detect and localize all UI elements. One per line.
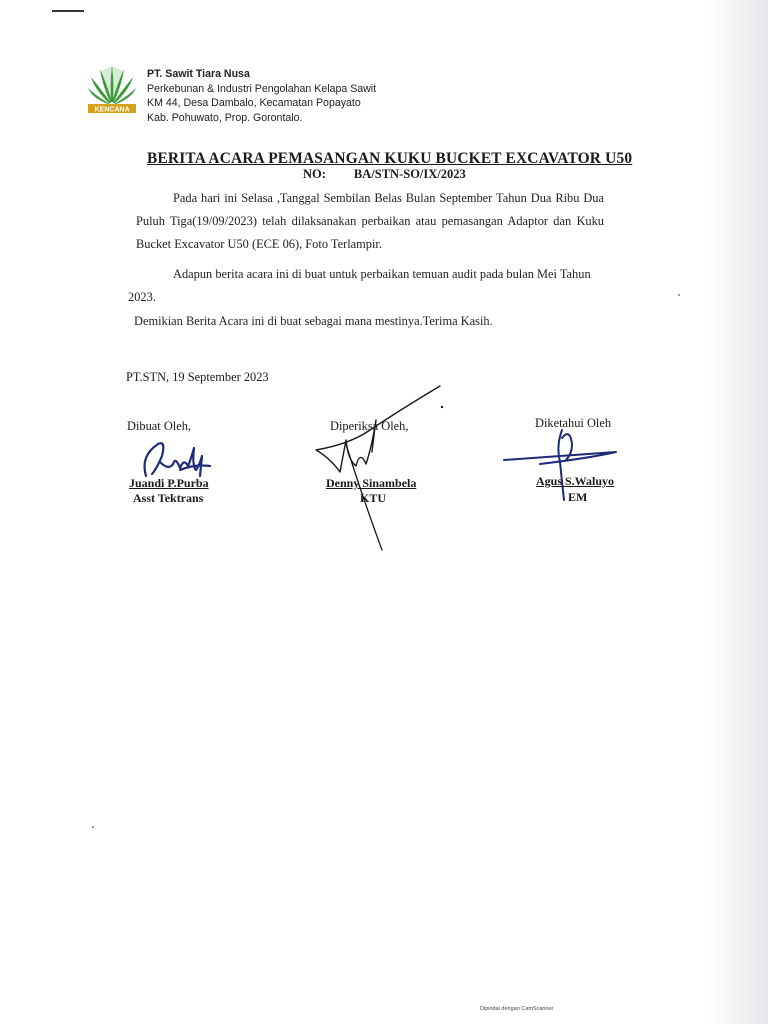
signatory-1-name: Juandi P.Purba bbox=[129, 476, 209, 490]
place-and-date: PT.STN, 19 September 2023 bbox=[126, 370, 269, 384]
signatory-3-position: EM bbox=[568, 490, 588, 504]
body-paragraph-3: Demikian Berita Acara ini di buat sebagai mana mestinya.Terima Kasih. bbox=[134, 314, 493, 328]
signature-2-handwritten bbox=[310, 380, 450, 555]
company-line-1: Perkebunan & Industri Pengolahan Kelapa Sawit bbox=[147, 82, 377, 95]
company-name: PT. Sawit Tiara Nusa bbox=[147, 68, 250, 80]
logo-wordmark: KENCANA bbox=[94, 106, 130, 114]
scan-speck bbox=[678, 294, 680, 296]
document-number bbox=[303, 167, 466, 182]
signatory-3-caption: Diketahui Oleh bbox=[535, 416, 612, 430]
kencana-logo bbox=[86, 60, 138, 120]
signatory-2-caption: Diperiksa Oleh, bbox=[330, 419, 409, 433]
scan-speck bbox=[92, 826, 94, 828]
signature-3-handwritten bbox=[500, 408, 630, 508]
signatory-2-name: Denny Sinambela bbox=[326, 476, 417, 490]
signatory-2-position: KTU bbox=[360, 491, 387, 505]
scan-page-edge-shadow bbox=[708, 0, 768, 1024]
signatory-3-name: Agus S.Waluyo bbox=[536, 474, 615, 488]
signatory-1-position: Asst Tektrans bbox=[133, 491, 204, 505]
company-line-3: Kab. Pohuwato, Prop. Gorontalo. bbox=[147, 111, 303, 124]
signatory-1-caption: Dibuat Oleh, bbox=[127, 419, 192, 433]
document-number-label: NO: bbox=[303, 167, 326, 181]
letterhead-address-block bbox=[147, 67, 376, 125]
document-number-value: BA/STN-SO/IX/2023 bbox=[353, 167, 466, 181]
document-title: BERITA ACARA PEMASANGAN KUKU BUCKET EXCAVATOR U50 bbox=[147, 150, 633, 167]
scan-corner-mark bbox=[52, 10, 84, 12]
company-line-2: KM 44, Desa Dambalo, Kecamatan Popayato bbox=[147, 97, 361, 110]
body-paragraph-1: Pada hari ini Selasa ,Tanggal Sembilan Belas Bulan September Tahun Dua Ribu Dua Puluh Tiga(19/09/2023) telah dilaksanakan perbaikan atau pemasangan Adaptor dan Kuku Bucket Excavator U50 (ECE 06), Foto Terlampir. bbox=[136, 191, 604, 251]
scanner-footer-stamp: Dipindai dengan CamScanner bbox=[480, 1006, 554, 1012]
body-paragraph-2: Adapun berita acara ini di buat untuk perbaikan temuan audit pada bulan Mei Tahun 2023. bbox=[128, 267, 591, 304]
